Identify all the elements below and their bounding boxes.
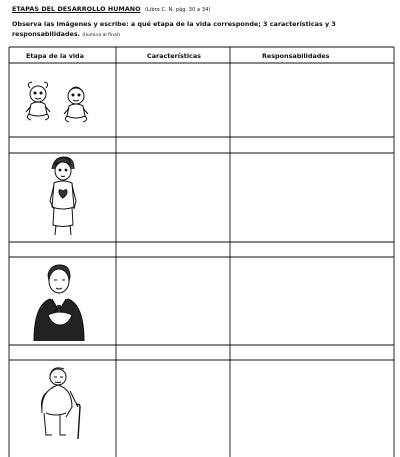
- adult-man-drawing: [24, 263, 96, 341]
- instructions-note: (Ilumina al final): [82, 32, 120, 38]
- cell-caracteristicas-4[interactable]: [117, 361, 229, 456]
- teenager-drawing: [40, 155, 85, 240]
- header-etapa: Etapa de la vida: [26, 52, 84, 60]
- cell-responsabilidades-2[interactable]: [231, 154, 393, 241]
- cell-caracteristicas-1[interactable]: [117, 64, 229, 136]
- header-responsabilidades: Responsabilidades: [262, 52, 330, 60]
- cell-responsabilidades-1[interactable]: [231, 64, 393, 136]
- cell-caracteristicas-3[interactable]: [117, 258, 229, 344]
- cell-responsabilidades-4[interactable]: [231, 361, 393, 456]
- cell-caracteristicas-2[interactable]: [117, 154, 229, 241]
- babies-drawing: [20, 80, 100, 130]
- header-caracteristicas: Características: [147, 52, 201, 60]
- elderly-man-with-cane-drawing: [30, 365, 90, 440]
- instructions-text: Observa las imágenes y escribe: a qué etapa de la vida corresponde; 3 características y 3 responsabilidades.: [12, 20, 336, 38]
- cell-responsabilidades-3[interactable]: [231, 258, 393, 344]
- book-reference: (Libro C. N. pág. 30 a 34): [144, 7, 211, 13]
- title-text: ETAPAS DEL DESARROLLO HUMANO: [12, 6, 141, 13]
